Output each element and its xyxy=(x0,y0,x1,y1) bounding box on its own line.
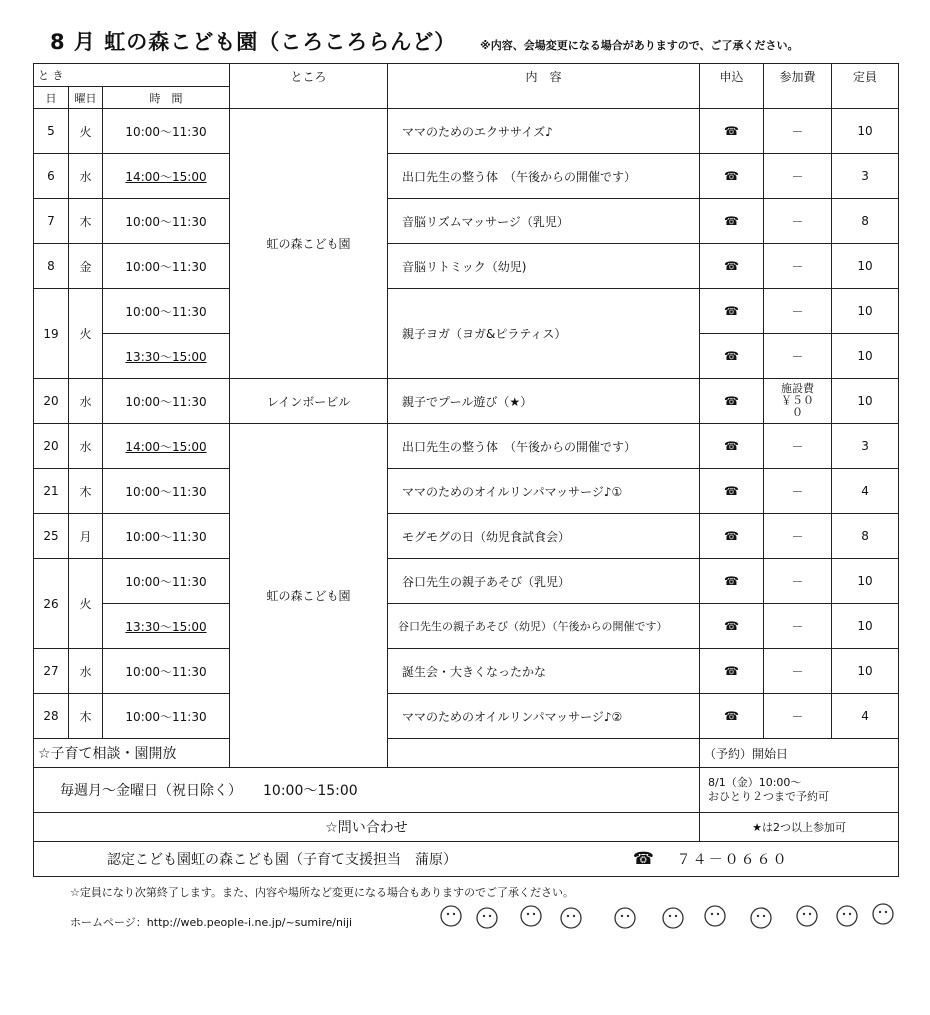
capacity-cell: 10 xyxy=(832,559,899,604)
table-row xyxy=(34,604,899,649)
weekday-cell: 木 xyxy=(69,694,103,739)
time-cell: 10:00～11:30 xyxy=(103,379,230,424)
weekday-cell: 月 xyxy=(69,514,103,559)
reserve-date: 8/1（金）10:00～ おひとり２つまで予約可 xyxy=(700,768,899,813)
weekday-cell: 水 xyxy=(69,649,103,694)
phone-icon: ☎ xyxy=(700,334,764,379)
fee-cell: － xyxy=(764,514,832,559)
weekday-cell: 火 xyxy=(69,559,103,649)
content-cell: 谷口先生の親子あそび（幼児）（午後からの開催です） xyxy=(388,604,700,649)
time-cell: 10:00～11:30 xyxy=(103,649,230,694)
face-icon xyxy=(873,904,893,924)
inquiry-heading: ☆問い合わせ xyxy=(34,813,700,842)
phone-icon: ☎ xyxy=(700,199,764,244)
table-row xyxy=(34,109,899,154)
reserve-label: （予約）開始日 xyxy=(700,739,899,768)
capacity-cell: 8 xyxy=(832,514,899,559)
content-cell: ママのためのオイルリンパマッサージ♪① xyxy=(388,469,700,514)
face-icon xyxy=(797,906,817,926)
day-cell: 26 xyxy=(34,559,69,649)
phone-icon: ☎ xyxy=(700,109,764,154)
table-row xyxy=(34,649,899,694)
day-cell: 19 xyxy=(34,289,69,379)
phone-icon: ☎ xyxy=(700,379,764,424)
header-fee: 参加費 xyxy=(764,64,832,109)
table-row xyxy=(34,289,899,334)
day-cell: 7 xyxy=(34,199,69,244)
capacity-cell: 10 xyxy=(832,289,899,334)
day-cell: 6 xyxy=(34,154,69,199)
fee-cell: － xyxy=(764,289,832,334)
table-row xyxy=(34,514,899,559)
header-day: 日 xyxy=(34,87,69,109)
time-cell: 10:00～11:30 xyxy=(103,199,230,244)
phone-icon: ☎ xyxy=(700,694,764,739)
fee-cell: － xyxy=(764,469,832,514)
time-cell: 14:00～15:00 xyxy=(103,154,230,199)
table-row xyxy=(34,244,899,289)
phone-icon: ☎ xyxy=(700,289,764,334)
phone-icon: ☎ xyxy=(700,649,764,694)
phone-icon: ☎ xyxy=(700,604,764,649)
capacity-cell: 10 xyxy=(832,379,899,424)
face-icon xyxy=(837,906,857,926)
day-cell: 25 xyxy=(34,514,69,559)
place-cell: レインボービル xyxy=(230,379,388,424)
content-cell: ママのためのオイルリンパマッサージ♪② xyxy=(388,694,700,739)
content-cell: 谷口先生の親子あそび（乳児） xyxy=(388,559,700,604)
capacity-cell: 4 xyxy=(832,694,899,739)
capacity-cell: 10 xyxy=(832,244,899,289)
table-row xyxy=(34,469,899,514)
weekday-cell: 木 xyxy=(69,199,103,244)
weekday-cell: 金 xyxy=(69,244,103,289)
capacity-cell: 10 xyxy=(832,604,899,649)
change-notice: ※内容、会場変更になる場合がありますので、ご了承ください。 xyxy=(480,39,799,52)
content-cell: ママのためのエクササイズ♪ xyxy=(388,109,700,154)
phone-icon: ☎ xyxy=(700,514,764,559)
decorative-faces xyxy=(435,900,897,934)
table-row xyxy=(34,424,899,469)
face-icon xyxy=(615,908,635,928)
fee-cell: － xyxy=(764,649,832,694)
phone-icon: ☎ xyxy=(700,244,764,289)
face-icon xyxy=(441,906,461,926)
phone-icon: ☎ xyxy=(700,424,764,469)
capacity-cell: 10 xyxy=(832,109,899,154)
content-cell: 誕生会・大きくなったかな xyxy=(388,649,700,694)
face-icon xyxy=(561,908,581,928)
table-row xyxy=(34,379,899,424)
fee-cell: － xyxy=(764,154,832,199)
face-icon xyxy=(705,906,725,926)
star-note: ★は2つ以上参加可 xyxy=(700,813,899,842)
day-cell: 27 xyxy=(34,649,69,694)
header-capacity: 定員 xyxy=(832,64,899,109)
place-cell: 虹の森こども園 xyxy=(230,424,388,768)
header-apply: 申込 xyxy=(700,64,764,109)
fee-cell: － xyxy=(764,334,832,379)
consult-heading: ☆子育て相談・園開放 xyxy=(34,739,700,768)
time-cell: 13:30～15:00 xyxy=(103,334,230,379)
fee-cell: － xyxy=(764,559,832,604)
weekday-cell: 火 xyxy=(69,109,103,154)
content-cell: 出口先生の整う体 （午後からの開催です） xyxy=(388,154,700,199)
face-icon xyxy=(663,908,683,928)
time-cell: 10:00～11:30 xyxy=(103,244,230,289)
open-schedule: 毎週月～金曜日（祝日除く） 10:00～15:00 xyxy=(34,768,700,813)
table-row xyxy=(34,559,899,604)
footer-note: ☆定員になり次第終了します。また、内容や場所など変更になる場合もありますのでご了承ください。 xyxy=(70,886,574,899)
capacity-cell: 3 xyxy=(832,424,899,469)
day-cell: 5 xyxy=(34,109,69,154)
capacity-cell: 3 xyxy=(832,154,899,199)
phone-icon: ☎ xyxy=(700,469,764,514)
contact-row xyxy=(34,842,899,877)
weekday-cell: 水 xyxy=(69,424,103,469)
face-icon xyxy=(521,906,541,926)
time-cell: 10:00～11:30 xyxy=(103,289,230,334)
capacity-cell: 10 xyxy=(832,649,899,694)
day-cell: 20 xyxy=(34,424,69,469)
content-cell: 親子でプール遊び（★） xyxy=(388,379,700,424)
page-title: 8 月 虹の森こども園（ころころらんど） xyxy=(50,30,457,54)
table-row xyxy=(34,694,899,739)
fee-cell: － xyxy=(764,244,832,289)
capacity-cell: 10 xyxy=(832,334,899,379)
contact-name: 認定こども園虹の森こども園（子育て支援担当 蒲原） xyxy=(107,852,457,868)
time-cell: 10:00～11:30 xyxy=(103,469,230,514)
header-time: 時 間 xyxy=(103,87,230,109)
time-cell: 10:00～11:30 xyxy=(103,109,230,154)
place-cell: 虹の森こども園 xyxy=(230,109,388,379)
header-place: ところ xyxy=(230,64,388,109)
day-cell: 20 xyxy=(34,379,69,424)
face-icon xyxy=(751,908,771,928)
content-cell: モグモグの日（幼児食試食会） xyxy=(388,514,700,559)
weekday-cell: 火 xyxy=(69,289,103,379)
weekday-cell: 水 xyxy=(69,379,103,424)
phone-icon: ☎ xyxy=(700,154,764,199)
time-cell: 10:00～11:30 xyxy=(103,514,230,559)
header-content: 内 容 xyxy=(388,64,700,109)
weekday-cell: 水 xyxy=(69,154,103,199)
time-cell: 14:00～15:00 xyxy=(103,424,230,469)
capacity-cell: 8 xyxy=(832,199,899,244)
fee-cell: － xyxy=(764,604,832,649)
fee-cell: 施設費 ￥５０ ０ xyxy=(764,379,832,424)
face-icon xyxy=(477,908,497,928)
weekday-cell: 木 xyxy=(69,469,103,514)
content-cell: 出口先生の整う体 （午後からの開催です） xyxy=(388,424,700,469)
homepage-link[interactable]: ホームページ：http://web.people-i.ne.jp/~sumire/niji xyxy=(70,916,353,929)
content-cell: 音脳リトミック（幼児) xyxy=(388,244,700,289)
fee-cell: － xyxy=(764,109,832,154)
fee-cell: － xyxy=(764,199,832,244)
fee-cell: － xyxy=(764,424,832,469)
content-cell: 親子ヨガ（ヨガ&ピラティス） xyxy=(388,289,700,379)
capacity-cell: 4 xyxy=(832,469,899,514)
schedule-table xyxy=(33,63,899,877)
fee-cell: － xyxy=(764,694,832,739)
time-cell: 10:00～11:30 xyxy=(103,694,230,739)
table-row xyxy=(34,154,899,199)
contact-phone: ７４－０６６０ xyxy=(676,852,789,868)
phone-icon: ☎ xyxy=(632,849,655,869)
content-cell: 音脳リズムマッサージ（乳児） xyxy=(388,199,700,244)
phone-icon: ☎ xyxy=(700,559,764,604)
time-cell: 10:00～11:30 xyxy=(103,559,230,604)
table-row xyxy=(34,199,899,244)
day-cell: 21 xyxy=(34,469,69,514)
day-cell: 8 xyxy=(34,244,69,289)
time-cell: 13:30～15:00 xyxy=(103,604,230,649)
header-weekday: 曜日 xyxy=(69,87,103,109)
day-cell: 28 xyxy=(34,694,69,739)
header-toki: と き xyxy=(34,64,230,87)
